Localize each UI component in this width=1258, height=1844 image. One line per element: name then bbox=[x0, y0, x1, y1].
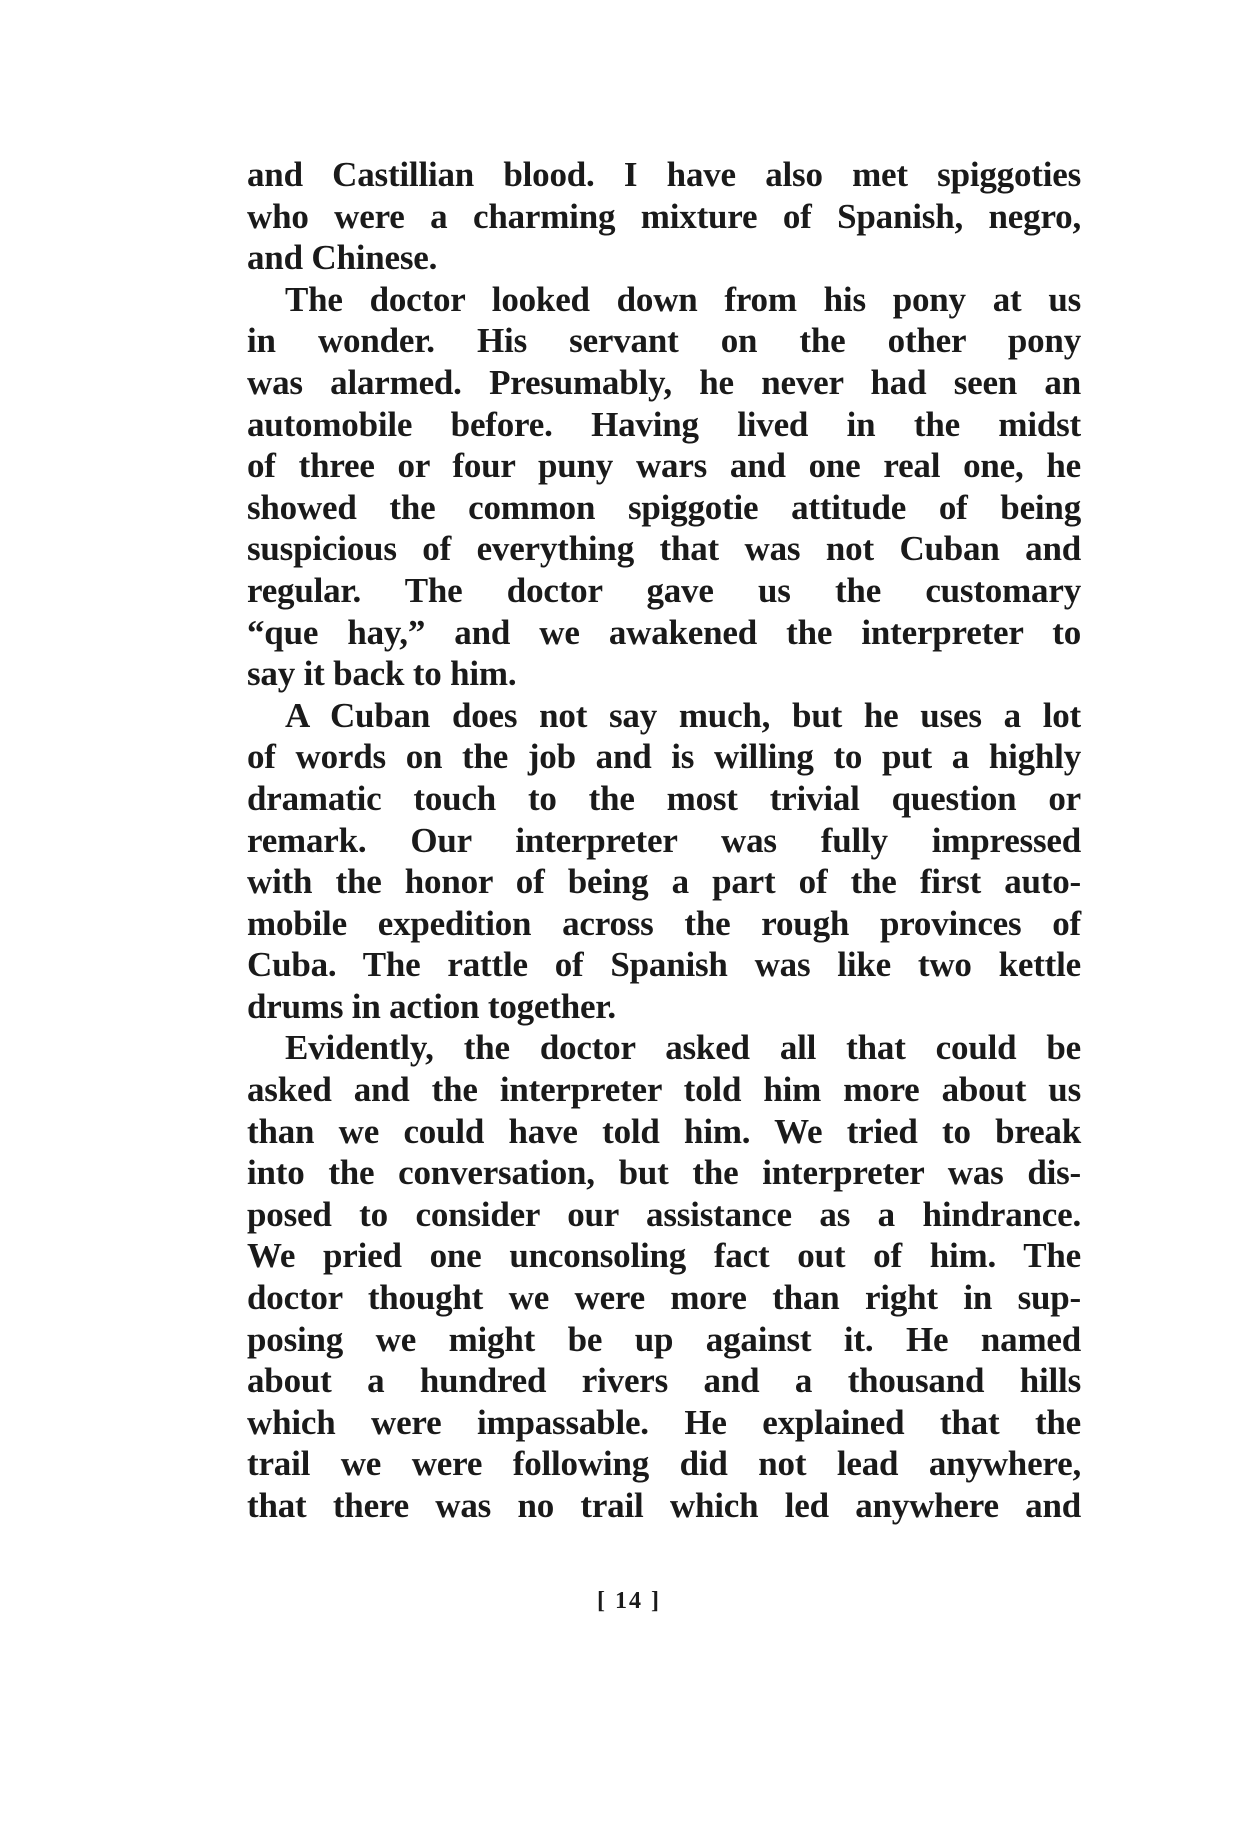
text-line: that there was no trail which led anywhere and bbox=[247, 1486, 1081, 1525]
text-line: asked and the interpreter told him more about us bbox=[247, 1070, 1081, 1110]
text-line: remark. Our interpreter was fully impressed bbox=[247, 820, 1081, 860]
text-line: who were a charming mixture of Spanish, negro, bbox=[247, 196, 1081, 236]
text-line: and Castillian blood. I have also met spiggoties bbox=[247, 155, 1081, 194]
text-line: than we could have told him. We tried to break bbox=[247, 1111, 1081, 1151]
page-number: [ 14 ] bbox=[597, 1588, 661, 1614]
body-text bbox=[247, 154, 1081, 1527]
text-line: showed the common spiggotie attitude of being bbox=[247, 487, 1081, 527]
text-line: mobile expedition across the rough provinces of bbox=[247, 903, 1081, 943]
text-line: regular. The doctor gave us the customary bbox=[247, 570, 1081, 610]
text-line: automobile before. Having lived in the midst bbox=[247, 404, 1081, 444]
text-line: “que hay,” and we awakened the interpreter to bbox=[247, 612, 1081, 652]
text-line: of three or four puny wars and one real one, he bbox=[247, 446, 1081, 486]
text-line: of words on the job and is willing to put a highly bbox=[247, 737, 1081, 777]
text-line: in wonder. His servant on the other pony bbox=[247, 321, 1081, 361]
paragraph bbox=[247, 279, 1081, 695]
text-line: doctor thought we were more than right in sup- bbox=[247, 1278, 1081, 1318]
text-line: dramatic touch to the most trivial question or bbox=[247, 778, 1081, 818]
text-line: The doctor looked down from his pony at us bbox=[285, 279, 1081, 319]
text-line: was alarmed. Presumably, he never had seen an bbox=[247, 362, 1081, 402]
text-line: say it back to him. bbox=[247, 654, 517, 694]
paragraph bbox=[247, 1027, 1081, 1526]
text-line: posed to consider our assistance as a hindrance. bbox=[247, 1194, 1081, 1234]
text-line: suspicious of everything that was not Cuban and bbox=[247, 529, 1081, 569]
paragraph bbox=[247, 695, 1081, 1028]
text-line: with the honor of being a part of the first auto- bbox=[247, 862, 1081, 902]
text-line: A Cuban does not say much, but he uses a lot bbox=[285, 695, 1081, 735]
text-line: and Chinese. bbox=[247, 238, 438, 278]
text-line: Evidently, the doctor asked all that could be bbox=[285, 1028, 1081, 1068]
text-line: We pried one unconsoling fact out of him. The bbox=[247, 1236, 1081, 1276]
text-line: about a hundred rivers and a thousand hills bbox=[247, 1361, 1081, 1401]
text-line: posing we might be up against it. He named bbox=[247, 1319, 1081, 1359]
paragraph bbox=[247, 154, 1081, 279]
text-line: drums in action together. bbox=[247, 986, 616, 1026]
text-line: into the conversation, but the interpreter was dis- bbox=[247, 1153, 1081, 1193]
text-line: trail we were following did not lead anywhere, bbox=[247, 1444, 1081, 1484]
text-line: which were impassable. He explained that the bbox=[247, 1402, 1081, 1442]
text-line: Cuba. The rattle of Spanish was like two kettle bbox=[247, 945, 1081, 985]
